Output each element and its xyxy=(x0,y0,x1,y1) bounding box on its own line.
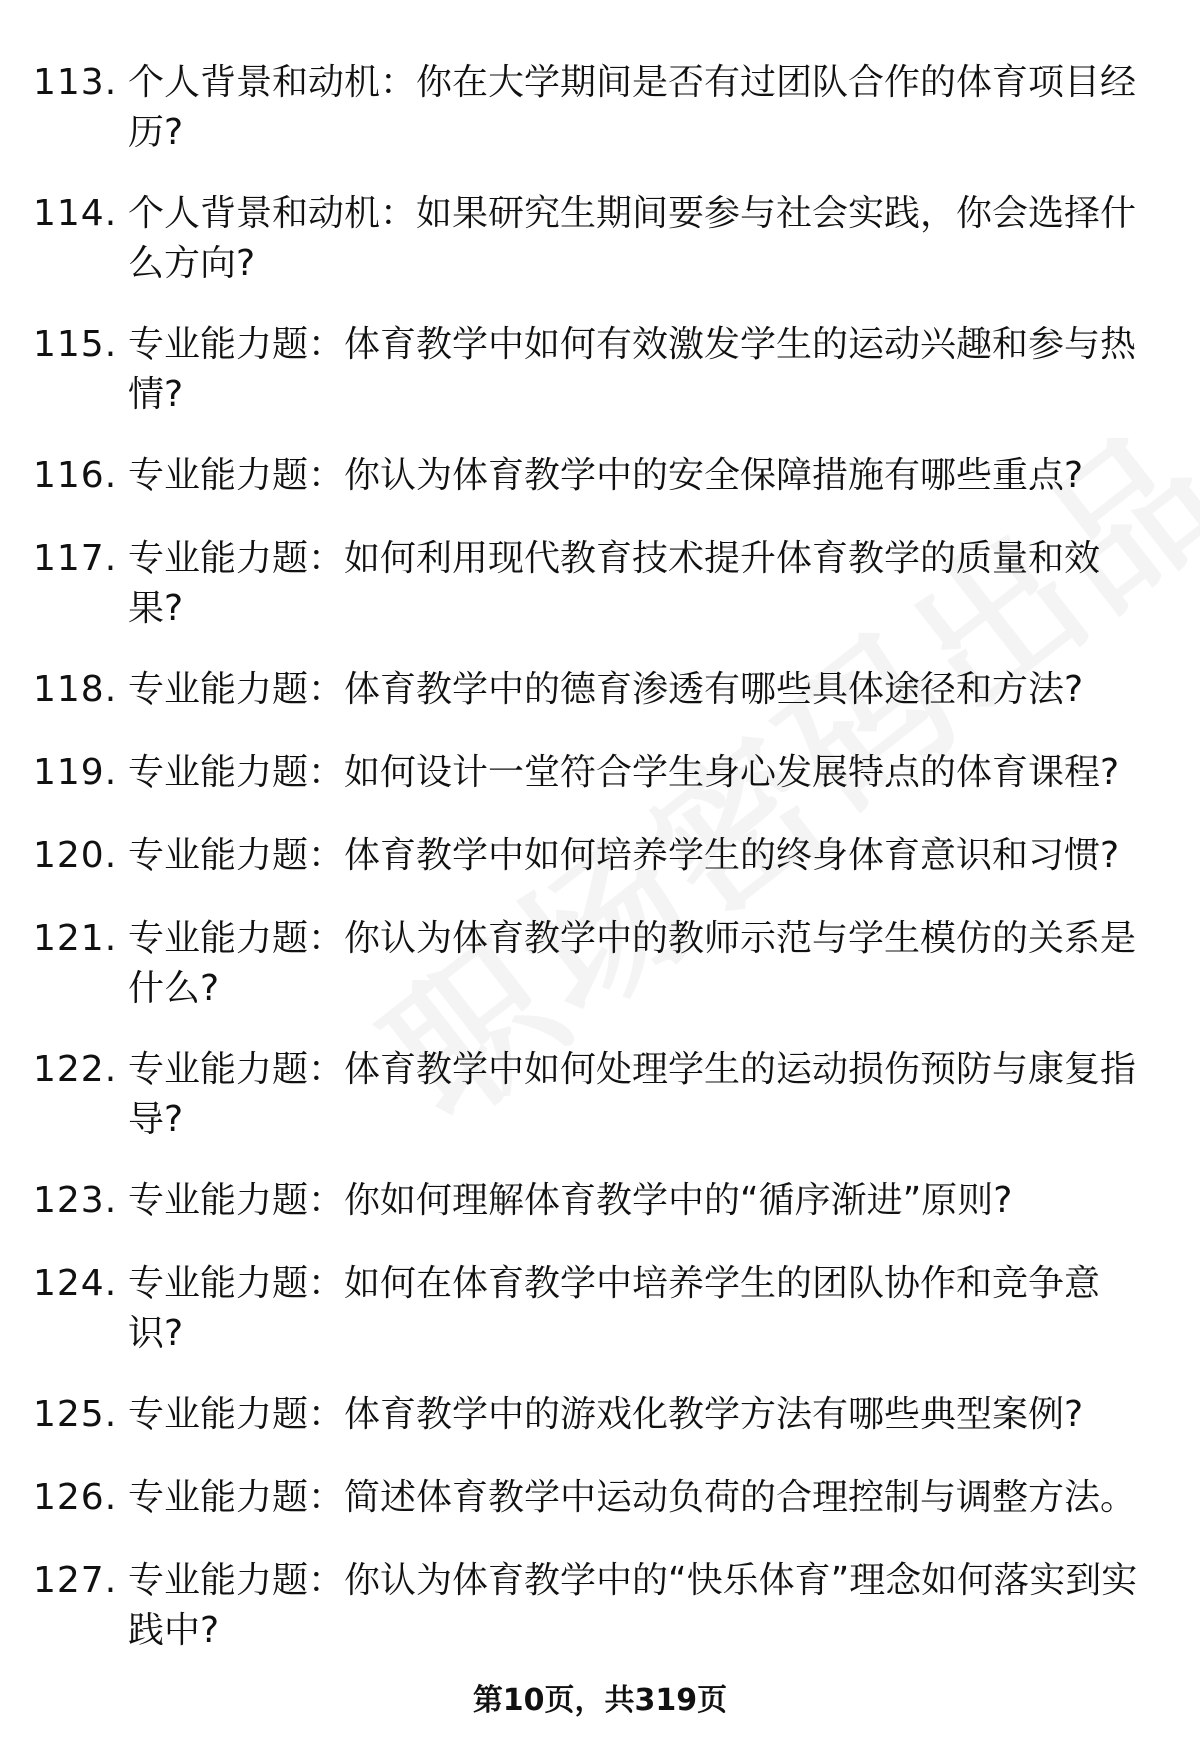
list-item xyxy=(0,1045,1200,1145)
question-number: 114. xyxy=(33,193,118,234)
question-number: 121. xyxy=(33,918,118,959)
question-number: 115. xyxy=(33,324,118,365)
question-text: 专业能力题：你认为体育教学中的教师示范与学生模仿的关系是什么? xyxy=(128,918,1137,1009)
list-item xyxy=(0,320,1200,420)
list-item xyxy=(0,1473,1200,1523)
question-text: 专业能力题：如何利用现代教育技术提升体育教学的质量和效果? xyxy=(128,538,1101,629)
question-text: 专业能力题：你如何理解体育教学中的“循序渐进”原则? xyxy=(128,1180,1013,1221)
question-number: 122. xyxy=(33,1049,118,1090)
question-text: 专业能力题：如何设计一堂符合学生身心发展特点的体育课程? xyxy=(128,752,1120,793)
question-number: 127. xyxy=(33,1560,118,1601)
question-text: 专业能力题：如何在体育教学中培养学生的团队协作和竞争意识? xyxy=(128,1263,1101,1354)
question-text: 个人背景和动机：你在大学期间是否有过团队合作的体育项目经历? xyxy=(128,62,1137,153)
list-item xyxy=(0,914,1200,1014)
list-item xyxy=(0,189,1200,289)
question-list xyxy=(0,58,1200,1687)
question-number: 118. xyxy=(33,669,118,710)
list-item xyxy=(0,451,1200,501)
question-text: 专业能力题：体育教学中的游戏化教学方法有哪些典型案例? xyxy=(128,1394,1084,1435)
question-number: 124. xyxy=(33,1263,118,1304)
question-text: 专业能力题：你认为体育教学中的“快乐体育”理念如何落实到实践中? xyxy=(128,1560,1138,1651)
page-footer: 第10页，共319页 xyxy=(472,1683,728,1718)
question-text: 专业能力题：体育教学中的德育渗透有哪些具体途径和方法? xyxy=(128,669,1084,710)
list-item xyxy=(0,1556,1200,1656)
question-text: 专业能力题：体育教学中如何培养学生的终身体育意识和习惯? xyxy=(128,835,1120,876)
list-item xyxy=(0,1176,1200,1226)
list-item xyxy=(0,58,1200,158)
question-text: 专业能力题：简述体育教学中运动负荷的合理控制与调整方法。 xyxy=(128,1477,1137,1518)
question-number: 123. xyxy=(33,1180,118,1221)
list-item xyxy=(0,534,1200,634)
list-item xyxy=(0,1259,1200,1359)
list-item xyxy=(0,665,1200,715)
question-number: 120. xyxy=(33,835,118,876)
question-number: 126. xyxy=(33,1477,118,1518)
question-number: 117. xyxy=(33,538,118,579)
list-item xyxy=(0,1390,1200,1440)
question-text: 专业能力题：体育教学中如何处理学生的运动损伤预防与康复指导? xyxy=(128,1049,1137,1140)
question-number: 116. xyxy=(33,455,118,496)
question-number: 125. xyxy=(33,1394,118,1435)
question-text: 个人背景和动机：如果研究生期间要参与社会实践，你会选择什么方向? xyxy=(128,193,1137,284)
question-text: 专业能力题：体育教学中如何有效激发学生的运动兴趣和参与热情? xyxy=(128,324,1137,415)
list-item xyxy=(0,748,1200,798)
list-item xyxy=(0,831,1200,881)
question-text: 专业能力题：你认为体育教学中的安全保障措施有哪些重点? xyxy=(128,455,1084,496)
question-number: 113. xyxy=(33,62,118,103)
question-number: 119. xyxy=(33,752,118,793)
